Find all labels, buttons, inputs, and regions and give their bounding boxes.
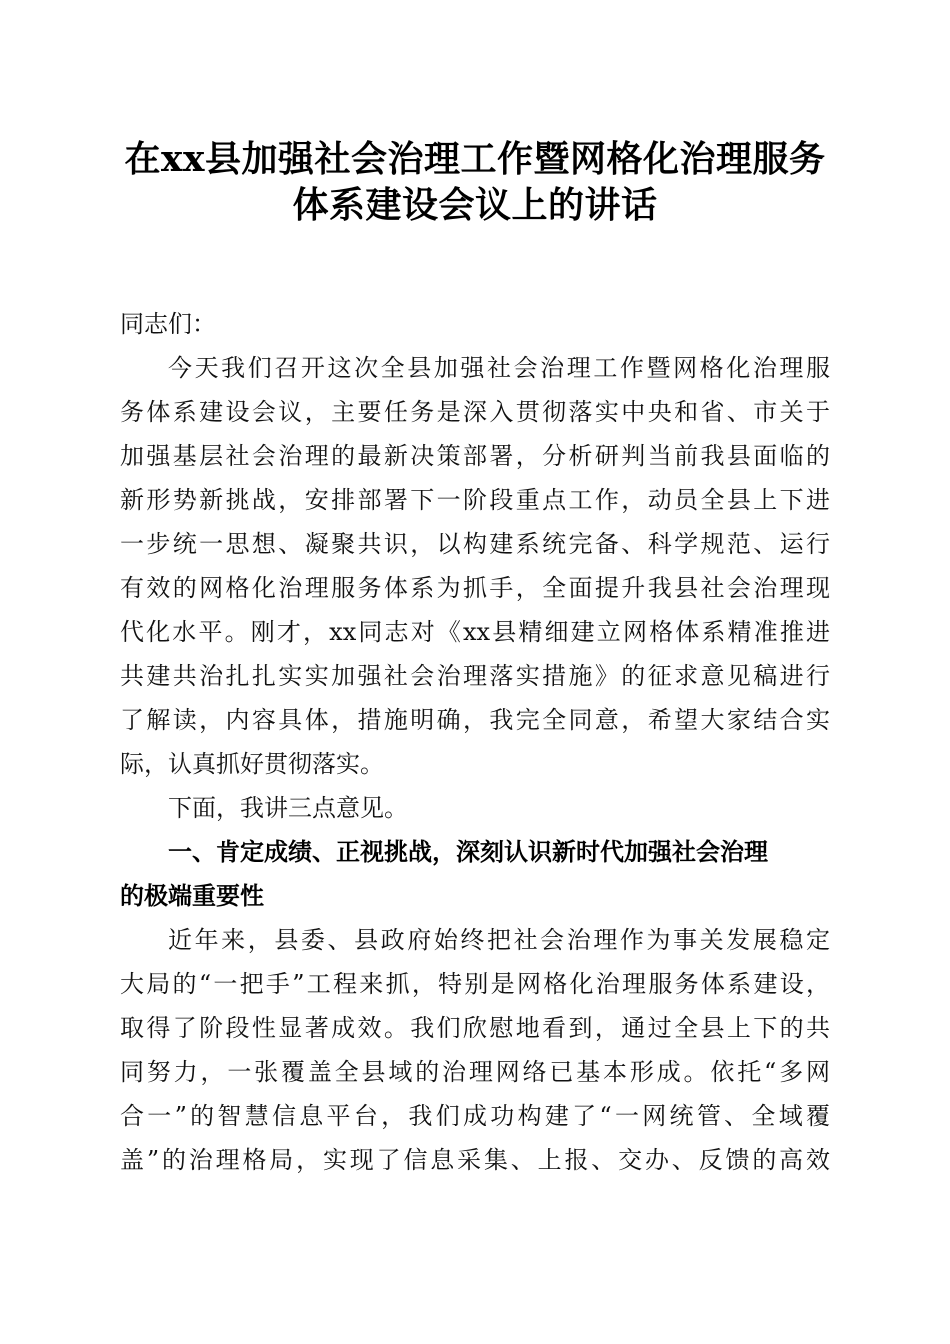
- section-paragraph: [120, 918, 830, 1182]
- opening-paragraph: [120, 346, 830, 786]
- salutation: 同志们：: [120, 310, 216, 338]
- paragraph-line: 代化水平。刚才，xx同志对《xx县精细建立网格体系精准推进: [120, 618, 830, 646]
- paragraph-line: 新形势新挑战，安排部署下一阶段重点工作，动员全县上下进: [120, 486, 830, 514]
- paragraph-line: 加强基层社会治理的最新决策部署，分析研判当前我县面临的: [120, 442, 830, 470]
- title-line: 在xx县加强社会治理工作暨网格化治理服务: [124, 138, 826, 180]
- paragraph-line: 共建共治扎扎实实加强社会治理落实措施》的征求意见稿进行: [120, 662, 830, 690]
- paragraph-line: 今天我们召开这次全县加强社会治理工作暨网格化治理服: [168, 354, 830, 382]
- paragraph-line: 了解读，内容具体，措施明确，我完全同意，希望大家结合实: [120, 706, 830, 734]
- paragraph-line: 合一”的智慧信息平台，我们成功构建了“一网统管、全域覆: [120, 1102, 830, 1130]
- title-line: 体系建设会议上的讲话: [292, 184, 658, 226]
- heading-line: 的极端重要性: [120, 882, 264, 910]
- paragraph-line: 大局的“一把手”工程来抓，特别是网格化治理服务体系建设，: [120, 970, 830, 998]
- document-page: [120, 136, 830, 1182]
- heading-line: 一、肯定成绩、正视挑战，深刻认识新时代加强社会治理: [168, 838, 768, 866]
- paragraph-line: 下面，我讲三点意见。: [168, 794, 408, 822]
- section-heading: [120, 830, 830, 918]
- paragraph-line: 务体系建设会议，主要任务是深入贯彻落实中央和省、市关于: [120, 398, 830, 426]
- paragraph-line: 近年来，县委、县政府始终把社会治理作为事关发展稳定: [168, 926, 830, 954]
- transition-paragraph: [120, 786, 830, 830]
- paragraph-line: 际，认真抓好贯彻落实。: [120, 750, 384, 778]
- paragraph-line: 盖”的治理格局，实现了信息采集、上报、交办、反馈的高效: [120, 1146, 830, 1174]
- document-title: [120, 136, 830, 228]
- paragraph-line: 有效的网格化治理服务体系为抓手，全面提升我县社会治理现: [120, 574, 830, 602]
- paragraph-line: 同努力，一张覆盖全县域的治理网络已基本形成。依托“多网: [120, 1058, 830, 1086]
- paragraph-line: 一步统一思想、凝聚共识，以构建系统完备、科学规范、运行: [120, 530, 830, 558]
- paragraph-line: 取得了阶段性显著成效。我们欣慰地看到，通过全县上下的共: [120, 1014, 830, 1042]
